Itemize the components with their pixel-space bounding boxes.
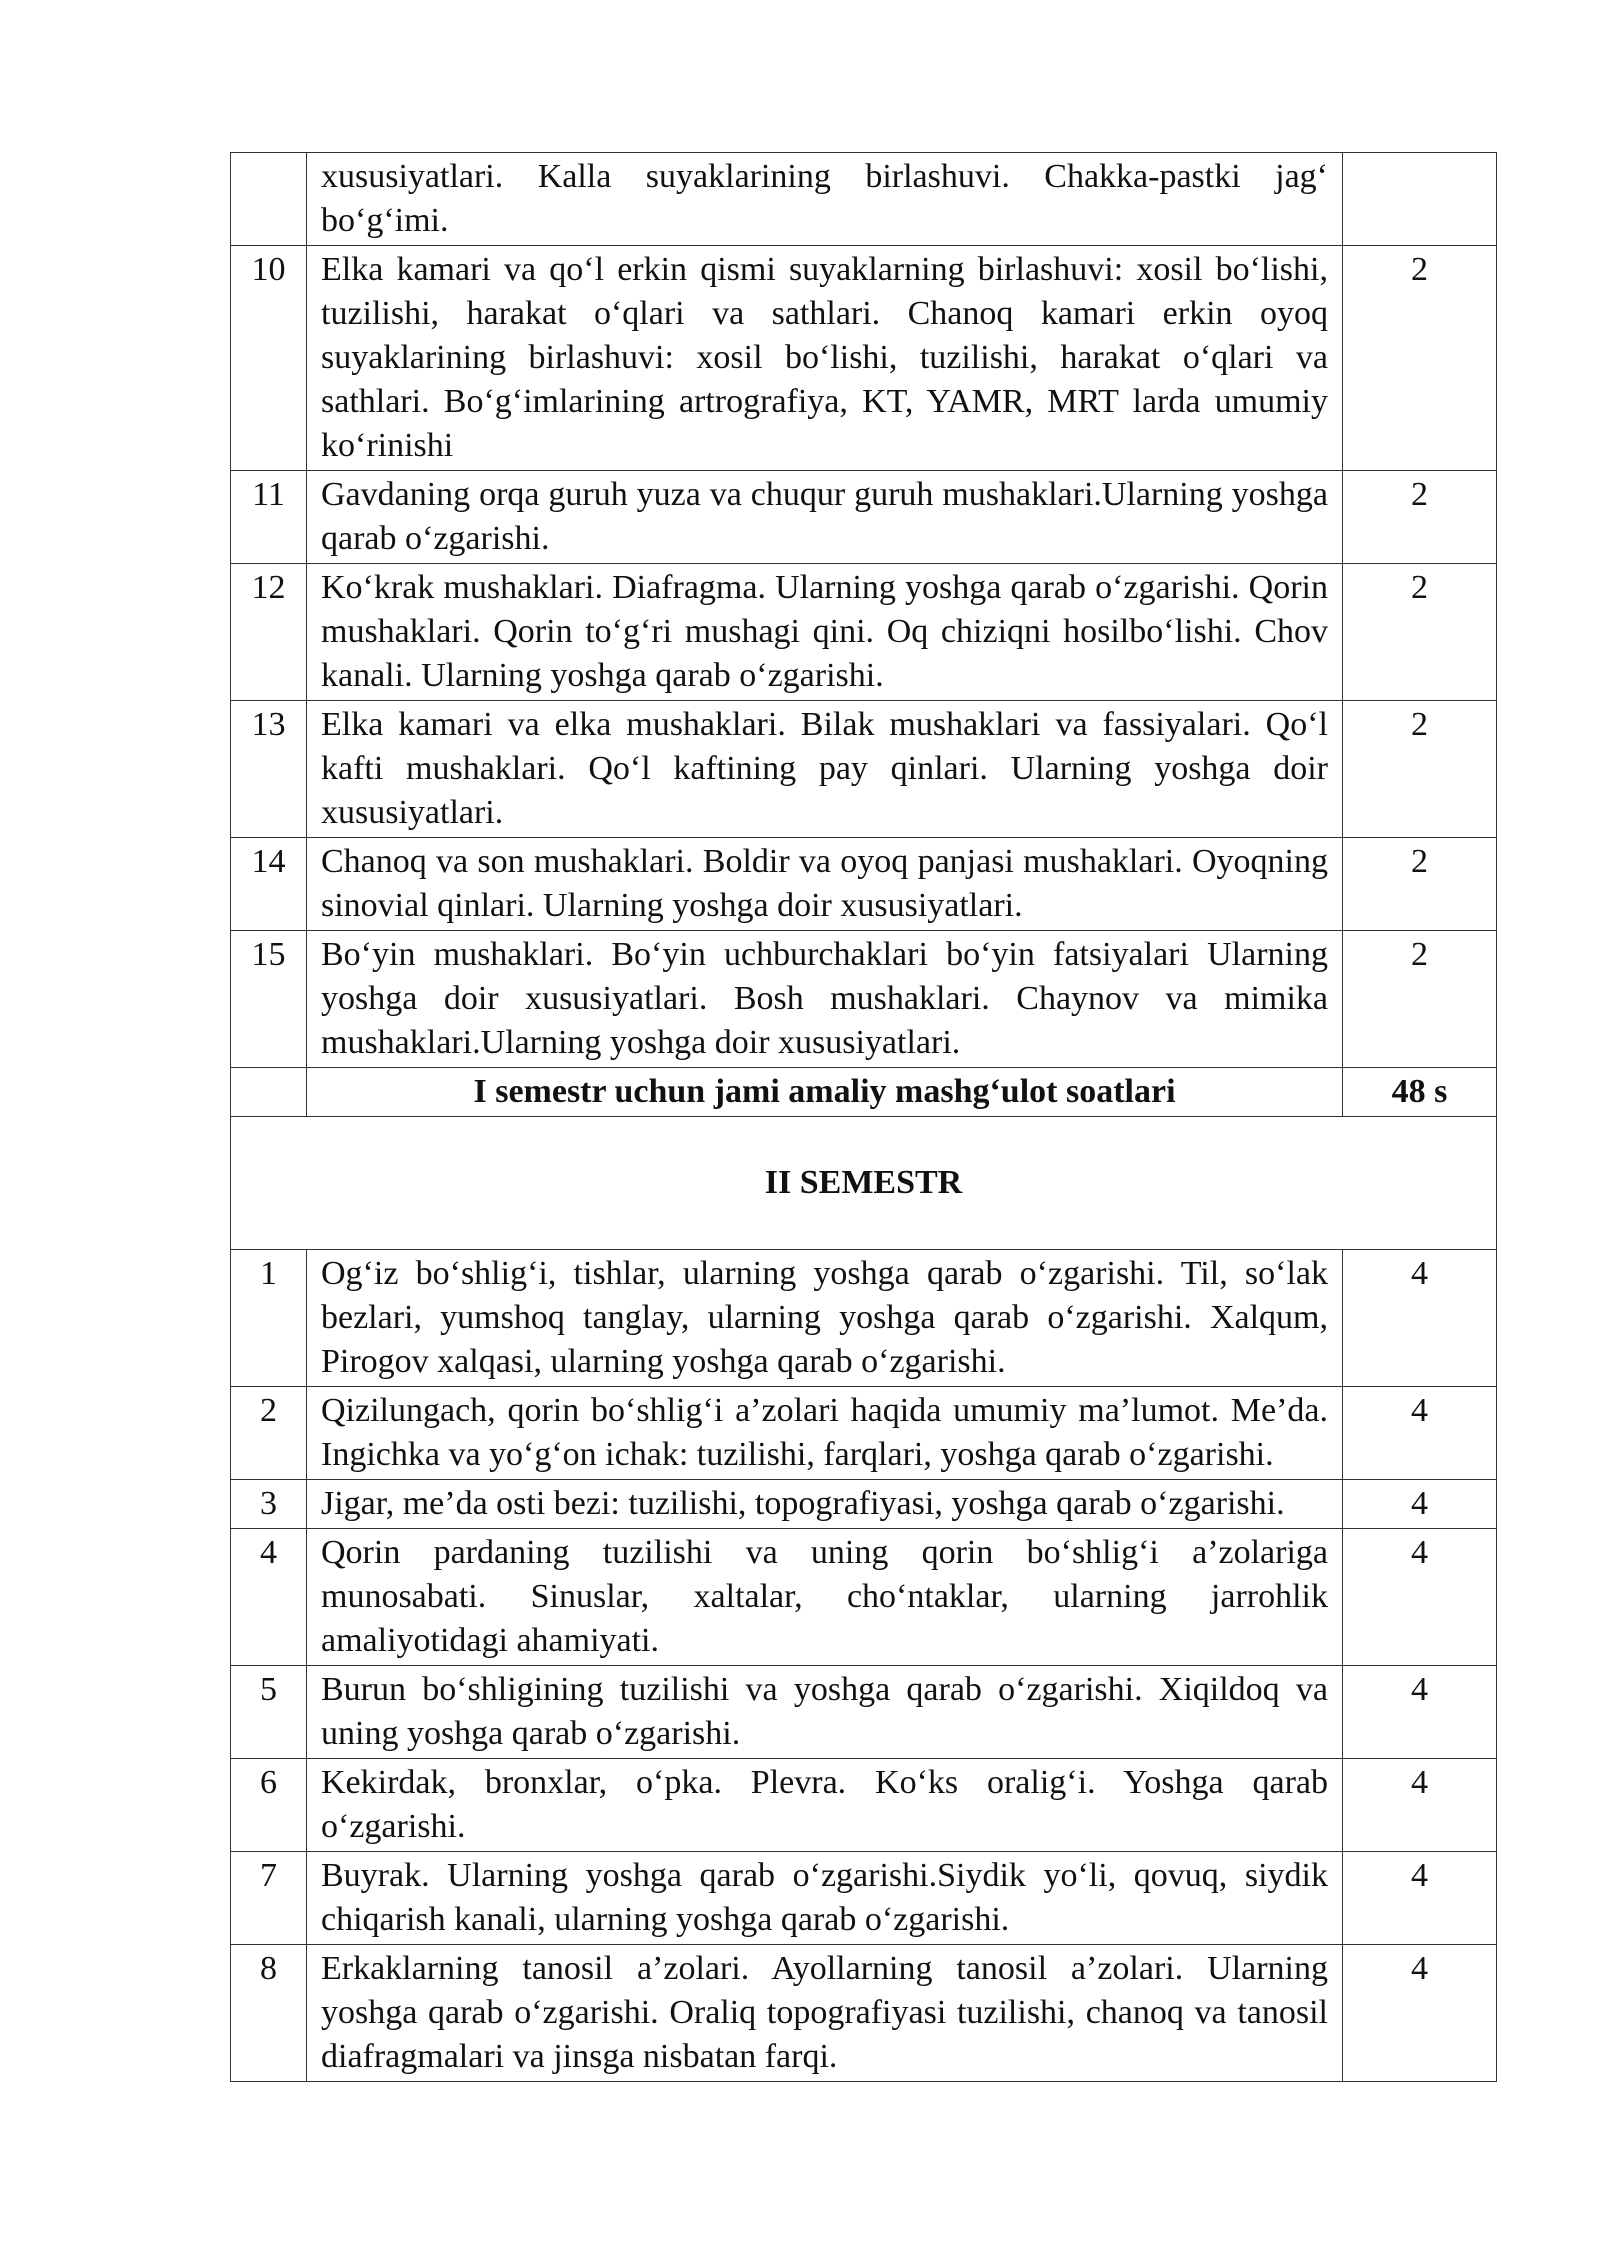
table-row <box>231 1759 1497 1852</box>
row-topic: Jigar, me’da osti bezi: tuzilishi, topografiyasi, yoshga qarab o‘zgarishi. <box>307 1480 1343 1529</box>
row-topic: xususiyatlari. Kalla suyaklarining birlashuvi. Chakka-pastki jag‘ bo‘g‘imi. <box>307 153 1343 246</box>
row-number: 3 <box>231 1480 307 1529</box>
table-row <box>231 1529 1497 1666</box>
table-row <box>231 838 1497 931</box>
row-topic: Qizilungach, qorin bo‘shlig‘i a’zolari haqida umumiy ma’lumot. Me’da. Ingichka va yo‘g‘on ichak: tuzilishi, farqlari, yoshga qarab o‘zgarishi. <box>307 1387 1343 1480</box>
row-topic: Chanoq va son mushaklari. Boldir va oyoq panjasi mushaklari. Oyoqning sinovial qinlari. Ularning yoshga doir xususiyatlari. <box>307 838 1343 931</box>
table-row <box>231 471 1497 564</box>
row-number: 14 <box>231 838 307 931</box>
row-number: 8 <box>231 1945 307 2082</box>
table-row <box>231 1250 1497 1387</box>
syllabus-table <box>230 152 1497 2082</box>
row-hours: 2 <box>1343 246 1497 471</box>
row-topic: Gavdaning orqa guruh yuza va chuqur guruh mushaklari.Ularning yoshga qarab o‘zgarishi. <box>307 471 1343 564</box>
row-hours: 4 <box>1343 1387 1497 1480</box>
table-row <box>231 246 1497 471</box>
table-row <box>231 1480 1497 1529</box>
row-topic: Bo‘yin mushaklari. Bo‘yin uchburchaklari bo‘yin fatsiyalari Ularning yoshga doir xususiyatlari. Bosh mushaklari. Chaynov va mimika mushaklari.Ularning yoshga doir xususiyatlari. <box>307 931 1343 1068</box>
row-topic: Ko‘krak mushaklari. Diafragma. Ularning yoshga qarab o‘zgarishi. Qorin mushaklari. Qorin to‘g‘ri mushagi qini. Oq chiziqni hosilbo‘lishi. Chov kanali. Ularning yoshga qarab o‘zgarishi. <box>307 564 1343 701</box>
row-topic: Elka kamari va qo‘l erkin qismi suyaklarning birlashuvi: xosil bo‘lishi, tuzilishi, harakat o‘qlari va sathlari. Chanoq kamari erkin oyoq suyaklarining birlashuvi: xosil bo‘lishi, tuzilishi, harakat o‘qlari va sathlari. Bo‘g‘imlarining artrografiya, KT, YAMR, MRT larda umumiy ko‘rinishi <box>307 246 1343 471</box>
row-number <box>231 153 307 246</box>
table-row <box>231 1666 1497 1759</box>
table-row <box>231 931 1497 1068</box>
semester-heading-row <box>231 1117 1497 1250</box>
row-hours: 2 <box>1343 471 1497 564</box>
row-hours: 4 <box>1343 1666 1497 1759</box>
row-hours: 4 <box>1343 1250 1497 1387</box>
row-number: 5 <box>231 1666 307 1759</box>
table-row <box>231 1852 1497 1945</box>
row-hours: 2 <box>1343 838 1497 931</box>
table-row <box>231 701 1497 838</box>
table-row <box>231 1387 1497 1480</box>
row-number: 1 <box>231 1250 307 1387</box>
document-page <box>230 152 1496 2082</box>
row-topic: Buyrak. Ularning yoshga qarab o‘zgarishi.Siydik yo‘li, qovuq, siydik chiqarish kanali, ularning yoshga qarab o‘zgarishi. <box>307 1852 1343 1945</box>
row-hours: 4 <box>1343 1852 1497 1945</box>
row-number: 4 <box>231 1529 307 1666</box>
row-hours: 2 <box>1343 931 1497 1068</box>
row-topic: Kekirdak, bronxlar, o‘pka. Plevra. Ko‘ks oralig‘i. Yoshga qarab o‘zgarishi. <box>307 1759 1343 1852</box>
row-hours: 4 <box>1343 1529 1497 1666</box>
row-number: 2 <box>231 1387 307 1480</box>
row-hours: 4 <box>1343 1945 1497 2082</box>
total-empty-cell <box>231 1068 307 1117</box>
row-hours: 2 <box>1343 564 1497 701</box>
row-topic: Elka kamari va elka mushaklari. Bilak mushaklari va fassiyalari. Qo‘l kafti mushaklari. Qo‘l kaftining pay qinlari. Ularning yoshga doir xususiyatlari. <box>307 701 1343 838</box>
row-topic: Erkaklarning tanosil a’zolari. Ayollarning tanosil a’zolari. Ularning yoshga qarab o‘zgarishi. Oraliq topografiyasi tuzilishi, chanoq va tanosil diafragmalari va jinsga nisbatan farqi. <box>307 1945 1343 2082</box>
row-hours <box>1343 153 1497 246</box>
row-hours: 4 <box>1343 1759 1497 1852</box>
row-topic: Burun bo‘shligining tuzilishi va yoshga qarab o‘zgarishi. Xiqildoq va uning yoshga qarab o‘zgarishi. <box>307 1666 1343 1759</box>
total-label: I semestr uchun jami amaliy mashg‘ulot soatlari <box>307 1068 1343 1117</box>
row-number: 10 <box>231 246 307 471</box>
row-number: 11 <box>231 471 307 564</box>
row-number: 6 <box>231 1759 307 1852</box>
row-number: 15 <box>231 931 307 1068</box>
semester-total-row <box>231 1068 1497 1117</box>
row-topic: Og‘iz bo‘shlig‘i, tishlar, ularning yoshga qarab o‘zgarishi. Til, so‘lak bezlari, yumshoq tanglay, ularning yoshga qarab o‘zgarishi. Xalqum, Pirogov xalqasi, ularning yoshga qarab o‘zgarishi. <box>307 1250 1343 1387</box>
row-topic: Qorin pardaning tuzilishi va uning qorin bo‘shlig‘i a’zolariga munosabati. Sinuslar, xaltalar, cho‘ntaklar, ularning jarrohlik amaliyotidagi ahamiyati. <box>307 1529 1343 1666</box>
table-row <box>231 564 1497 701</box>
semester-heading: II SEMESTR <box>231 1117 1497 1250</box>
row-hours: 2 <box>1343 701 1497 838</box>
row-number: 7 <box>231 1852 307 1945</box>
row-hours: 4 <box>1343 1480 1497 1529</box>
table-row <box>231 153 1497 246</box>
row-number: 13 <box>231 701 307 838</box>
row-number: 12 <box>231 564 307 701</box>
table-row <box>231 1945 1497 2082</box>
total-hours: 48 s <box>1343 1068 1497 1117</box>
